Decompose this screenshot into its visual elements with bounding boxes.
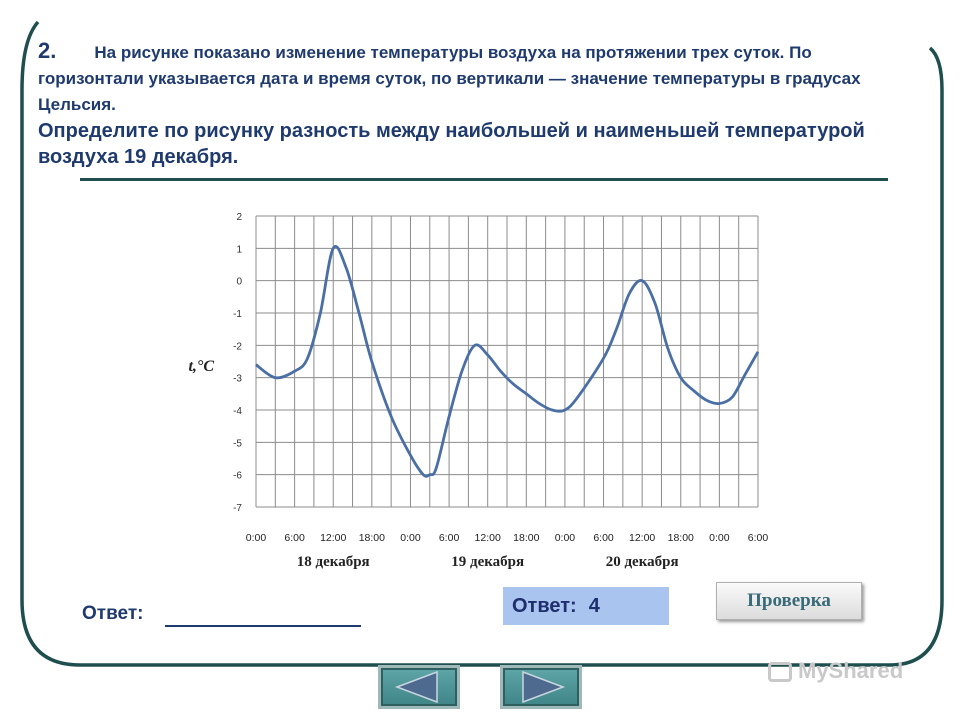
y-tick-label: -7 [233,503,242,514]
date-label: 19 декабря [451,554,525,570]
x-tick-label: 0:00 [400,532,421,544]
y-tick-label: -3 [233,373,242,385]
question-text: На рисунке показано изменение температуры воздуха на протяжении трех суток. По горизонтали указывается дата и время суток, по вертикали — значение температуры в градусах Цельсия. [38,43,861,114]
answer-reveal-label: Ответ: [512,595,577,617]
answer-reveal-box [503,587,669,625]
answer-value: 4 [588,595,600,617]
y-tick-label: -5 [233,438,242,450]
x-tick-label: 18:00 [667,532,694,544]
answer-label: Ответ: [82,603,144,624]
date-label: 20 декабря [605,554,679,570]
x-tick-label: 6:00 [284,532,305,544]
prev-button[interactable] [378,665,460,709]
x-tick-label: 0:00 [709,532,730,544]
question-task: Определите по рисунку разность между наибольшей и наименьшей температурой воздуха 19 декабря. [38,120,865,168]
y-tick-label: -1 [233,309,242,320]
logo-icon [768,662,792,682]
x-tick-label: 6:00 [747,532,769,544]
y-tick-label: -4 [233,406,242,417]
y-tick-label: 1 [236,244,242,256]
arrow-right-icon [503,668,579,706]
x-tick-label: 18:00 [513,532,540,544]
watermark-text: MyShared [798,658,904,683]
arrow-left-icon [381,668,457,706]
x-tick-label: 12:00 [629,532,656,544]
question-block [38,38,898,170]
divider [80,178,888,181]
watermark-logo [768,658,903,684]
x-tick-label: 6:00 [593,532,614,544]
check-button[interactable]: Проверка [716,582,862,620]
y-axis-label: t,°C [188,358,214,376]
answer-input-line[interactable] [165,625,361,627]
y-tick-label: 0 [236,276,242,288]
next-button[interactable] [500,665,582,709]
x-tick-label: 12:00 [474,532,501,544]
x-tick-label: 18:00 [358,532,385,544]
x-tick-label: 0:00 [554,532,576,544]
question-number: 2. [38,38,57,63]
x-tick-label: 0:00 [245,532,267,544]
y-tick-label: 2 [236,212,242,223]
date-label: 18 декабря [296,554,370,570]
y-tick-label: -2 [233,341,242,353]
x-tick-label: 6:00 [438,532,460,544]
y-tick-label: -6 [233,470,242,482]
x-tick-label: 12:00 [320,532,347,544]
temperature-chart [180,200,780,580]
